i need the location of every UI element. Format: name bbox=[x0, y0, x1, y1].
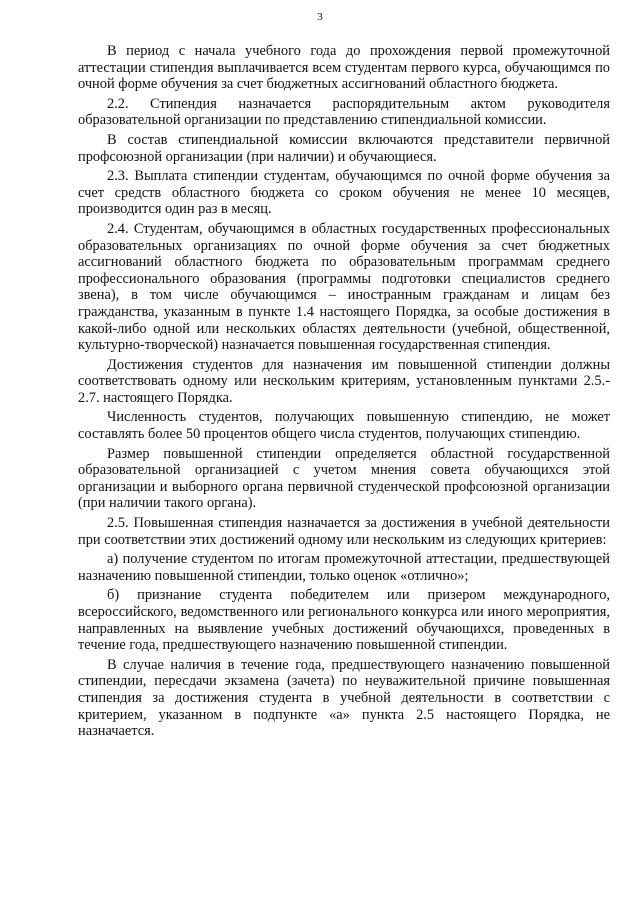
paragraph-2-5: 2.5. Повышенная стипендия назначается за достижения в учебной деятельности при соответствии этих достижений одному или нескольким из следующих критериев: bbox=[78, 515, 610, 548]
paragraph-2-3: 2.3. Выплата стипендии студентам, обучающимся по очной форме обучения за счет средств областного бюджета со сроком обучения не менее 10 месяцев, производится один раз в месяц. bbox=[78, 168, 610, 218]
paragraph-2-4: 2.4. Студентам, обучающимся в областных государственных профессиональных образовательных организациях по очной форме обучения за счет бюджетных ассигнований областного бюджета по образовательным программам среднего профессионального образования (программы подготовки специалистов среднего звена), в том числе обучающимся – иностранным гражданам и лицам без гражданства, указанным в пункте 1.4 настоящего Порядка, за особые достижения в какой-либо одной или нескольких областях деятельности (учебной, общественной, культурно-творческой) назначается повышенная государственная стипендия. bbox=[78, 220, 610, 354]
page-number: 3 bbox=[317, 11, 323, 23]
paragraph-2-2: 2.2. Стипендия назначается распорядительным актом руководителя образовательной организации по представлению стипендиальной комиссии. bbox=[78, 95, 610, 129]
paragraph-stipend-amount: Размер повышенной стипендии определяется областной государственной образовательной организацией с учетом мнения совета обучающихся этой организации и выборного органа первичной студенческой профсоюзной организации (при наличии такого органа). bbox=[78, 445, 610, 512]
paragraph-criterion-a: а) получение студентом по итогам промежуточной аттестации, предшествующей назначению повышенной стипендии, только оценок «отлично»; bbox=[78, 551, 610, 584]
paragraph-student-quota: Численность студентов, получающих повышенную стипендию, не может составлять более 50 процентов общего числа студентов, получающих стипендию. bbox=[78, 409, 610, 443]
paragraph-achievements-criteria: Достижения студентов для назначения им повышенной стипендии должны соответствовать одному или нескольким критериям, установленным пунктами 2.5.- 2.7. настоящего Порядка. bbox=[78, 356, 610, 406]
paragraph-criterion-b: б) признание студента победителем или призером международного, всероссийского, ведомственного или регионального конкурса или иного мероприятия, направленных на выявление учебных достижений обучающихся, проведенных в течение года, предшествующего назначению повышенной стипендии. bbox=[78, 587, 610, 654]
document-body bbox=[78, 43, 610, 743]
paragraph-first-course-stipend: В период с начала учебного года до прохождения первой промежуточной аттестации стипендия выплачивается всем студентам первого курса, обучающимся по очной форме обучения за счет бюджетных ассигнований областного бюджета. bbox=[78, 43, 610, 93]
paragraph-commission-members: В состав стипендиальной комиссии включаются представители первичной профсоюзной организации (при наличии) и обучающиеся. bbox=[78, 131, 610, 165]
paragraph-retake-exclusion: В случае наличия в течение года, предшествующего назначению повышенной стипендии, пересдачи экзамена (зачета) по неуважительной причине повышенная стипендия за достижения студента в учебной деятельности в соответствии с критерием, указанном в подпункте «а» пункта 2.5 настоящего Порядка, не назначается. bbox=[78, 656, 610, 740]
